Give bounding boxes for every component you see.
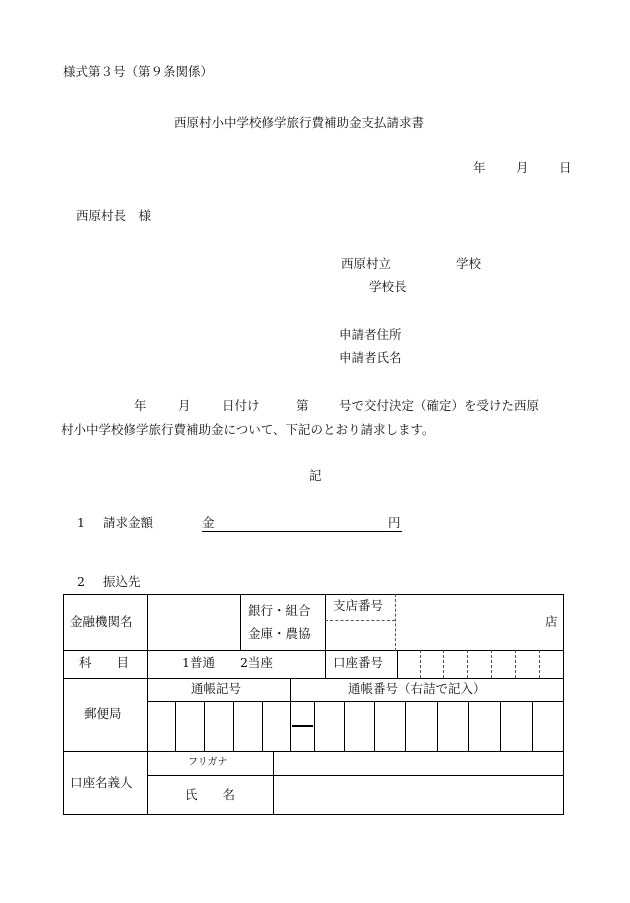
num-div-1[interactable] [344, 701, 345, 752]
post-office-label: 郵便局 [84, 706, 122, 721]
row-sep-1 [63, 650, 564, 651]
applicant-name-label: 申請者氏名 [339, 350, 402, 365]
amount-yen: 円 [388, 515, 401, 530]
amount-underline [202, 531, 402, 532]
type-options[interactable]: 1普通 2当座 [182, 655, 273, 670]
row1-div-a [240, 594, 241, 651]
num-div-4[interactable] [437, 701, 438, 752]
ki-mark: 記 [309, 468, 322, 483]
border-bottom [63, 814, 564, 815]
hyphen-mark [292, 725, 313, 727]
sym-div-2[interactable] [204, 701, 205, 752]
passbook-number-label: 通帳番号（右詰で記入） [348, 681, 486, 696]
bank-union-label: 銀行・組合 [248, 603, 311, 618]
passbook-symbol-label: 通帳記号 [191, 681, 242, 696]
body-year: 年 [134, 398, 147, 413]
amount-kin: 金 [202, 515, 215, 530]
row2-div-a [325, 650, 326, 679]
acct-box-4[interactable] [491, 650, 492, 678]
date-year: 年 [473, 160, 486, 175]
body-line1: 号で交付決定（確定）を受けた西原 [339, 398, 540, 413]
document-title: 西原村小中学校修学旅行費補助金支払請求書 [174, 115, 425, 130]
institution-label: 金融機関名 [70, 614, 133, 629]
date-month: 月 [516, 160, 529, 175]
holder-name-input[interactable] [275, 777, 561, 813]
num-div-3[interactable] [405, 701, 406, 752]
border-top [63, 594, 564, 595]
body-month: 月 [178, 398, 191, 413]
acct-box-3[interactable] [467, 650, 468, 678]
num-div-2[interactable] [374, 701, 375, 752]
sym-div-3[interactable] [233, 701, 234, 752]
account-no-label: 口座番号 [333, 655, 384, 670]
item1-number: 1 [77, 515, 85, 530]
addressee: 西原村長 様 [76, 208, 152, 223]
body-no-prefix: 第 [296, 398, 309, 413]
border-left [63, 594, 64, 815]
num-div-7[interactable] [532, 701, 533, 752]
acct-box-1[interactable] [420, 650, 421, 678]
branch-input[interactable] [326, 621, 394, 649]
num-div-6[interactable] [500, 701, 501, 752]
form-number: 様式第３号（第９条関係） [63, 64, 214, 79]
acct-box-5[interactable] [515, 650, 516, 678]
holder-name-label: 氏 名 [185, 787, 236, 802]
row2-div-b [397, 650, 398, 679]
border-right [563, 594, 564, 815]
label-col-divider [147, 594, 148, 815]
row4-inner-h [147, 775, 564, 776]
acct-box-6[interactable] [539, 650, 540, 678]
body-line2: 村小中学校修学旅行費補助金について、下記のとおり請求します。 [61, 422, 435, 437]
school-prefix: 西原村立 [341, 256, 392, 271]
hyphen-box-div [314, 701, 315, 752]
row-sep-2 [63, 678, 564, 679]
num-div-5[interactable] [468, 701, 469, 752]
item1-label: 請求金額 [103, 515, 154, 530]
acct-box-2[interactable] [443, 650, 444, 678]
school-suffix: 学校 [456, 256, 482, 271]
date-day: 日 [559, 160, 572, 175]
sym-div-4[interactable] [262, 701, 263, 752]
branch-no-label: 支店番号 [333, 598, 384, 613]
type-label: 科 目 [79, 655, 130, 670]
branch-name-input[interactable] [397, 596, 542, 649]
furigana-input[interactable] [275, 753, 561, 774]
row4-div [273, 751, 274, 815]
row3-inner-h [147, 701, 564, 702]
vault-farm-label: 金庫・農協 [248, 626, 311, 641]
item2-label: 振込先 [103, 574, 141, 589]
transfer-table [63, 594, 564, 815]
body-day: 日付け [222, 398, 260, 413]
item2-number: 2 [77, 574, 85, 589]
branch-suffix: 店 [545, 614, 558, 629]
furigana-label: フリガナ [188, 757, 228, 768]
row3-group-div [290, 678, 291, 752]
holder-label: 口座名義人 [70, 775, 133, 790]
principal-label: 学校長 [369, 279, 407, 294]
institution-input[interactable] [149, 596, 239, 649]
branch-dash-v [395, 594, 396, 651]
sym-div-1[interactable] [175, 701, 176, 752]
applicant-address-label: 申請者住所 [339, 327, 402, 342]
